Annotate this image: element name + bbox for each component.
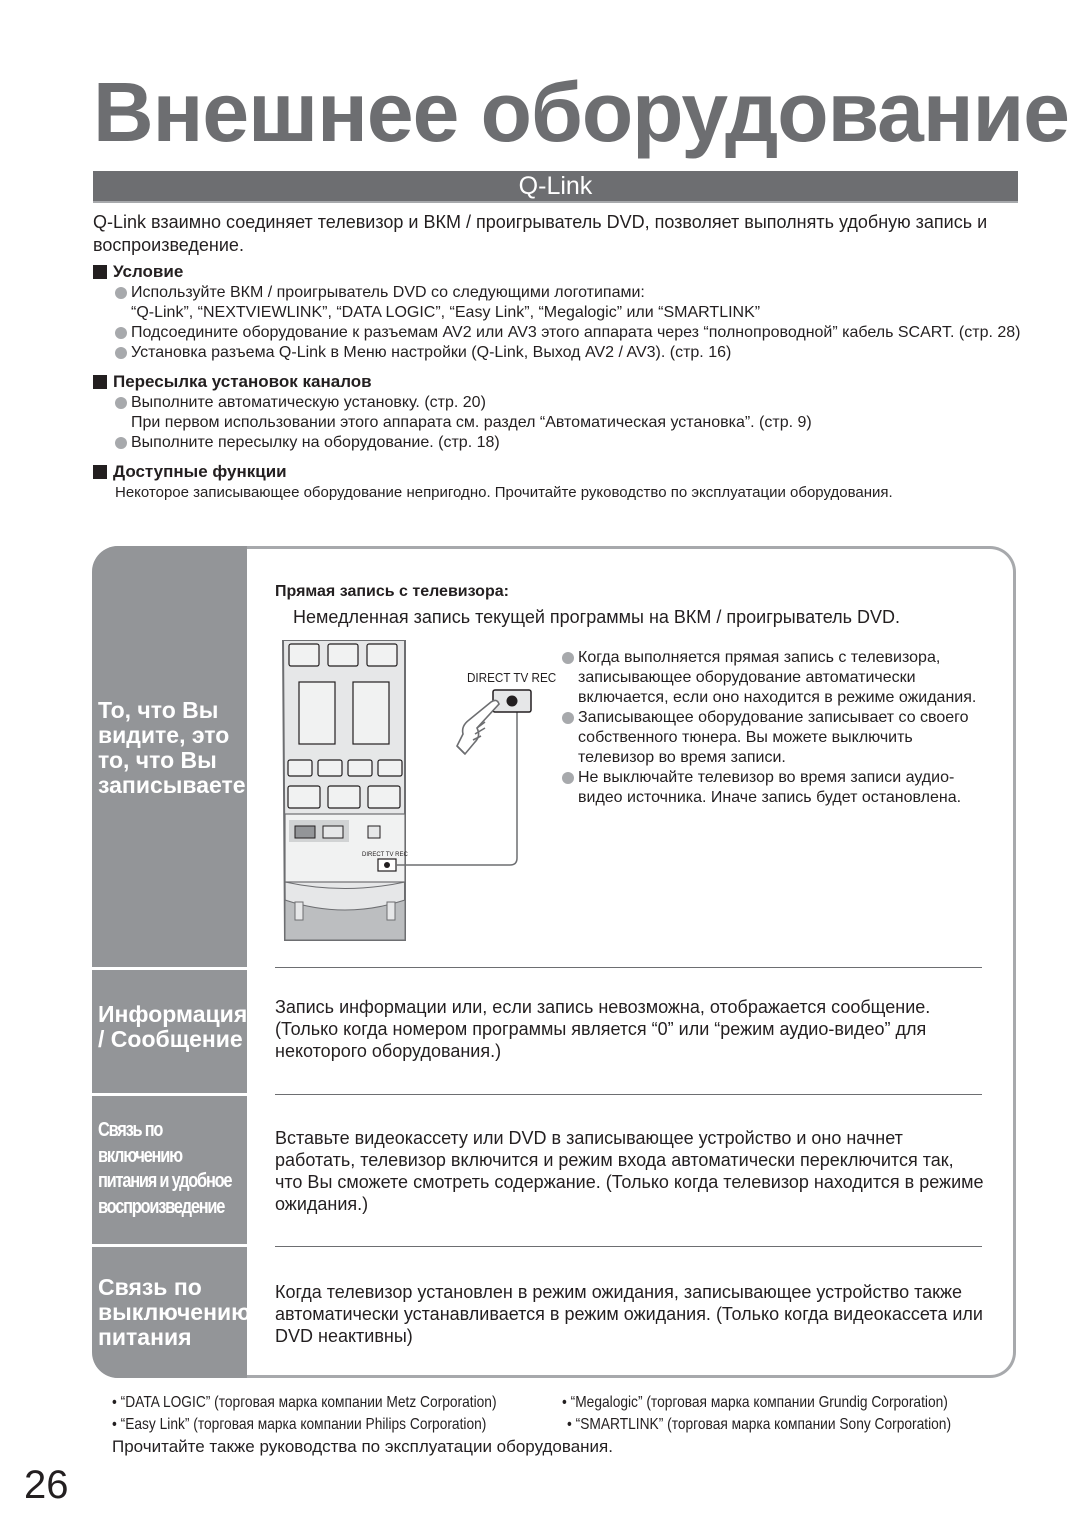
remote-button [348, 760, 372, 776]
remote-button [323, 826, 343, 838]
list-item [115, 393, 1023, 413]
square-bullet-icon [93, 465, 107, 479]
heading-text: Пересылка установок каналов [113, 372, 372, 391]
footer-note: Прочитайте также руководства по эксплуатации оборудования. [112, 1437, 613, 1456]
label-line: воспроизведение [98, 1195, 225, 1218]
trademark-row [112, 1414, 1022, 1436]
list-item [115, 343, 1023, 363]
callout-line [396, 710, 517, 865]
remote-button [295, 826, 315, 838]
section-bar-qlink: Q-Link [93, 171, 1018, 203]
item-text: Подсоедините оборудование к разъемам AV2 или AV3 этого аппарата через “полнопроводной” кабель SCART. (стр. 28) [131, 324, 1021, 341]
direct-rec-notes [562, 648, 992, 808]
list-item [115, 283, 1023, 303]
heading-text: Условие [113, 262, 184, 281]
item-text: Установка разъема Q-Link в Меню настройки (Q-Link, Выход AV2 / AV3). (стр. 16) [131, 344, 732, 361]
power-on-link-text: Вставьте видеокассету или DVD в записывающее устройство и оно начнет работать, телевизор включится и режим входа автоматически переключится так, что Вы сможете смотреть содержание. (Только когда телевизор находится в режиме ожидания.) [275, 1128, 984, 1214]
note-item [562, 708, 992, 768]
round-bullet-icon [115, 347, 127, 359]
round-bullet-icon [115, 287, 127, 299]
remote-button [328, 644, 358, 666]
trademark-item: • “Megalogic” (торговая марка компании Grundig Corporation) [562, 1394, 948, 1411]
trademark-item: • “Easy Link” (торговая марка компании Philips Corporation) [112, 1416, 487, 1433]
remote-button [299, 682, 335, 744]
direct-rec-heading: Прямая запись с телевизора: [275, 583, 509, 600]
note-text: Записывающее оборудование записывает со своего собственного тюнера. Вы можете выключить телевизор во время записи. [578, 709, 969, 766]
note-text: Когда выполняется прямая запись с телевизора, записывающее оборудование автоматически включается, если оно находится в режиме ожидания. [578, 649, 977, 706]
intro-text: Q-Link взаимно соединяет телевизор и ВКМ / проигрыватель DVD, позволяет выполнять удобную запись и воспроизведение. [93, 212, 988, 255]
section-heading-condition [93, 261, 1023, 283]
remote-button [318, 760, 342, 776]
remote-button [368, 786, 400, 808]
list-item [115, 433, 1023, 453]
info-message-text: Запись информации или, если запись невозможна, отображается сообщение. (Только когда номером программы является “0” или “режим аудио-видео” для некоторого оборудования.) [275, 997, 931, 1061]
side-label-text: То, что Вы видите, это то, что Вы записываете [98, 697, 246, 798]
note-item [562, 648, 992, 708]
side-label-power-off-link [92, 1247, 251, 1378]
note-text: Не выключайте телевизор во время записи аудио-видео источника. Иначе запись будет остановлена. [578, 769, 962, 806]
condition-list [93, 283, 1023, 363]
intro-block [93, 211, 1023, 503]
side-label-text: Связь по выключению питания [98, 1274, 251, 1350]
remote-button [288, 760, 312, 776]
item-text: Выполните пересылку на оборудование. (стр. 18) [131, 434, 500, 451]
page-title: Внешнее оборудование [93, 65, 1069, 159]
remote-button [368, 826, 380, 838]
continuation-line: При первом использовании этого аппарата см. раздел “Автоматическая установка”. (стр. 9) [131, 414, 812, 431]
round-bullet-icon [562, 652, 574, 664]
round-bullet-icon [115, 437, 127, 449]
section-heading-functions [93, 461, 1023, 483]
direct-tv-rec-label: DIRECT TV REC [467, 670, 557, 686]
row-divider [275, 967, 982, 968]
remote-button [289, 644, 319, 666]
direct-rec-subtitle: Немедленная запись текущей программы на ВКМ / проигрыватель DVD. [293, 607, 901, 627]
remote-button [328, 786, 360, 808]
page-number: 26 [24, 1463, 69, 1507]
remote-direct-tv-rec-label: DIRECT TV REC [362, 852, 408, 858]
list-item [115, 323, 1023, 343]
square-bullet-icon [93, 375, 107, 389]
row-divider [275, 1246, 982, 1247]
trademark-item: • “SMARTLINK” (торговая марка компании Sony Corporation) [567, 1416, 952, 1433]
label-line: включению [98, 1144, 182, 1167]
label-line: питания и удобное [98, 1170, 232, 1192]
trademark-item: • “DATA LOGIC” (торговая марка компании Metz Corporation) [112, 1394, 497, 1411]
label-line: Связь по [98, 1119, 163, 1141]
trademark-row [112, 1392, 1022, 1414]
remote-control-illustration [275, 640, 565, 950]
footer-notes [112, 1392, 1022, 1458]
logos-line: “Q-Link”, “NEXTVIEWLINK”, “DATA LOGIC”, “Easy Link”, “Megalogic” или “SMARTLINK” [131, 304, 761, 321]
side-label-text: Информация / Сообщение [98, 1001, 248, 1052]
remote-button [367, 644, 397, 666]
side-label-info [92, 970, 247, 1093]
remote-button [353, 682, 389, 744]
section-heading-transfer [93, 371, 1023, 393]
round-bullet-icon [115, 327, 127, 339]
remote-button [288, 786, 320, 808]
transfer-list [93, 393, 1023, 453]
item-text: Используйте ВКМ / проигрыватель DVD со следующими логотипами: [131, 284, 645, 301]
pointing-hand-icon [457, 700, 499, 754]
round-bullet-icon [562, 712, 574, 724]
heading-text: Доступные функции [113, 462, 287, 481]
round-bullet-icon [562, 772, 574, 784]
item-text: Выполните автоматическую установку. (стр. 20) [131, 394, 486, 411]
round-bullet-icon [115, 397, 127, 409]
note-item [562, 768, 992, 808]
functions-note: Некоторое записывающее оборудование непригодно. Прочитайте руководство по эксплуатации оборудования. [115, 484, 893, 501]
side-label-power-on-link [92, 1096, 247, 1244]
side-label-wysiwyr [92, 546, 247, 967]
square-bullet-icon [93, 265, 107, 279]
side-label-text [98, 1118, 261, 1220]
power-off-link-text: Когда телевизор установлен в режим ожидания, записывающее устройство также автоматически устанавливается в режим ожидания. (Только когда видеокассета или DVD неактивны) [275, 1282, 983, 1346]
remote-button [378, 760, 402, 776]
row-divider [275, 1094, 982, 1095]
